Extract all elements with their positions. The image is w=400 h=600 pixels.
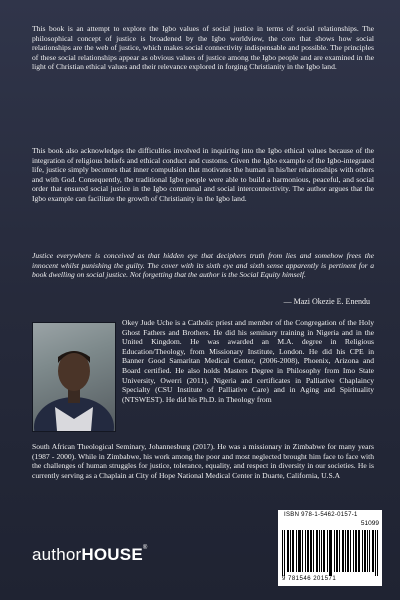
barcode-bar [313, 530, 314, 572]
barcode-bar [288, 530, 289, 572]
barcode-bar [324, 530, 325, 572]
barcode-bar [355, 530, 356, 572]
barcode-bar [310, 530, 311, 572]
barcode-bar [359, 530, 360, 572]
barcode-bar [327, 530, 328, 572]
barcode-bar [282, 530, 283, 576]
barcode-bar [296, 530, 297, 572]
trademark-mark: ® [142, 545, 148, 551]
barcode-bar [369, 530, 370, 572]
barcode-bar [348, 530, 349, 572]
barcode-bar [287, 530, 288, 572]
barcode-bar [350, 530, 351, 572]
author-bio-continued: South African Theological Seminary, Johannesburg (2017). He was a missionary in Zimbabwe for many years (1987 - 2000). While in Zimbabwe, his work among the poor and most neglected brought him face to face with the challenges of human struggles for justice, tolerance, equality, and respect in diversity in our societies. He is currently serving as a Chaplain at City of Hope National Medical Center in Duarte, California, U.S.A [32, 442, 374, 480]
barcode-bar [319, 530, 320, 572]
barcode-bar [353, 530, 354, 572]
barcode-bar [329, 530, 330, 576]
price-code: 51099 [360, 520, 379, 527]
barcode-bar [298, 530, 299, 572]
isbn-barcode [278, 510, 382, 586]
barcode-bar [302, 530, 303, 572]
barcode-bar [373, 530, 374, 572]
barcode-bar [367, 530, 368, 572]
barcode-bar [336, 530, 337, 572]
publisher-logo-light: author [32, 545, 82, 564]
publisher-logo [32, 545, 148, 565]
barcode-bar [343, 530, 344, 572]
barcode-bar [311, 530, 312, 572]
endorsement-attribution: — Mazi Okezie E. Enendu [283, 297, 370, 306]
barcode-bar [323, 530, 324, 572]
description-paragraph-1: This book is an attempt to explore the Igbo values of social justice in terms of social relationships. The philosophical concept of justice is broadened by the Igbo worldview, the core that shows how social relationships are the web of justice, which makes social connectivity indispensable and possible. The principles of these social relationships appear as obvious values of justice among the Igbo people and are examined in the light of Christian ethical values and their relevance explored in forging Christianity in the Igbo land. [32, 24, 374, 72]
description-paragraph-2: This book also acknowledges the difficulties involved in inquiring into the Igbo ethical values because of the integration of religious beliefs and ethical conduct and customs. Given the Igbo example of the Igbo-integrated life, justice simply becomes that inner compulsion that motivates the human in his/her relationships with others and with God. Consequently, the traditional Igbo people were able to build a harmonious, peaceful, and social order that ensured social justice in the Igbo communal and social interconnectivity. The author argues that the Igbo example can facilitate the growth of Christianity in the Igbo land. [32, 146, 374, 203]
barcode-bar [372, 530, 373, 572]
barcode-bar [293, 530, 294, 572]
isbn-label: ISBN 978-1-5462-0157-1 [284, 512, 358, 518]
publisher-logo-heavy: HOUSE [81, 545, 143, 564]
barcode-bar [334, 530, 335, 572]
author-bio-beside-photo: Okey Jude Uche is a Catholic priest and member of the Congregation of the Holy Ghost Fathers and Brothers. He did his seminary training in Nigeria and in the United Kingdom. He was awarded an M.A. degree in Religious Education/Theology, from Missionary Institute, London. He did his CPE in Banner Good Samaritan Medical Center, (2006-2008), Phoenix, Arizona and Board certified. He also holds Masters Degree in Philosophy from Imo State University, Owerri (2011), Nigeria and certificates in Palliative Chaplaincy Specialty (CSU Institute of Palliative Care) and in Aging and Spirituality (NTSWEST). He did his Ph.D. in Theology from [122, 318, 374, 404]
barcode-bar [339, 530, 340, 572]
barcode-bar [362, 530, 363, 572]
barcode-bar [347, 530, 348, 572]
barcode-bar [330, 530, 331, 576]
barcode-bar [299, 530, 300, 572]
barcode-bar [307, 530, 308, 572]
barcode-bar [364, 530, 365, 572]
barcode-bar [345, 530, 346, 572]
barcode-bar [317, 530, 318, 572]
barcode-bar [365, 530, 366, 572]
endorsement-quote: Justice everywhere is conceived as that hidden eye that deciphers truth from lies and somehow frees the innocent whilst punishing the guilty. The cover with its sixth eye and sixth sense apparently is pertinent for a book dwelling on social justice. Not forgetting that the author is the Social Equity himself. [32, 251, 374, 280]
barcode-bar [356, 530, 357, 572]
barcode-bar [308, 530, 309, 572]
barcode-bar [331, 530, 332, 576]
author-photo [32, 322, 116, 432]
barcode-bar [316, 530, 317, 572]
barcode-bar [375, 530, 376, 576]
barcode-bar [284, 530, 285, 576]
barcode-bar [300, 530, 301, 572]
barcode-digits: 9 781546 201571 [282, 576, 337, 582]
barcode-bar [337, 530, 338, 572]
barcode-bar [377, 530, 378, 576]
barcode-bar [321, 530, 322, 572]
barcode-bar [305, 530, 306, 572]
barcode-bar [342, 530, 343, 572]
barcode-bar [358, 530, 359, 572]
barcode-bar [290, 530, 291, 572]
barcode-bar [292, 530, 293, 572]
barcode-bars [282, 530, 378, 576]
